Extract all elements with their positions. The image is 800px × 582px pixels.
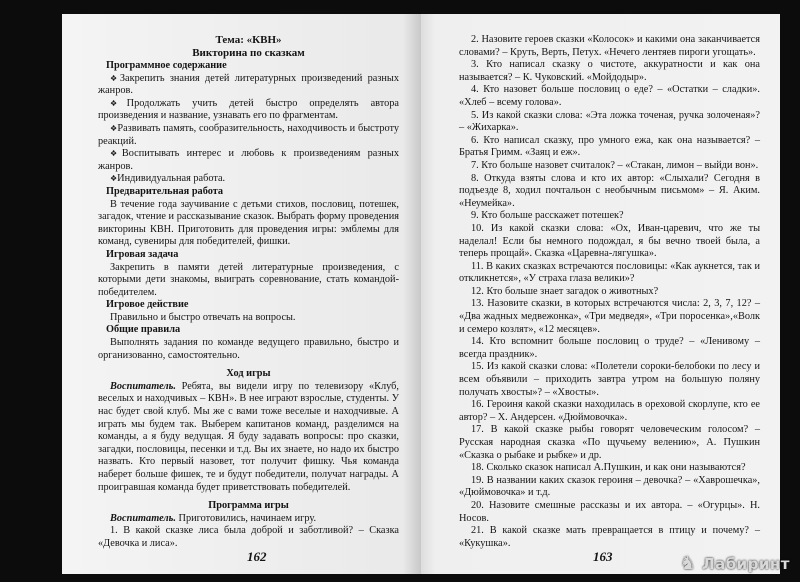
speaker-label: Воспитатель. — [110, 380, 176, 392]
watermark-logo: ♞ Лабиринт — [679, 553, 790, 574]
right-page — [421, 14, 780, 574]
bullet-item: ❖ Закрепить знания детей литературных произведений разных жанров. — [98, 73, 399, 98]
section-heading: Предварительная работа — [106, 185, 224, 197]
game-paragraph — [98, 381, 399, 494]
program-sections — [98, 60, 399, 362]
question-item: 16. Героиня какой сказки находилась в ореховой скорлупе, кто ее автор? – Х. Андерсен. «Дюймовочка». — [459, 399, 760, 423]
question-item: 13. Назовите сказки, в которых встречаются числа: 2, 3, 7, 12? – «Два жадных медвежонка», «Три медведя», «Три поросенка»,«Волк и семеро козлят», «12 месяцев». — [459, 298, 760, 335]
question-item: 4. Кто назовет больше пословиц о еде? – «Остатки – сладки». «Хлеб – всему голова». — [459, 84, 760, 108]
speaker-label: Воспитатель. — [110, 512, 176, 524]
section-heading: Общие правила — [106, 324, 181, 336]
question-item: 14. Кто вспомнит больше пословиц о труде? – «Ленивому – всегда праздник». — [459, 336, 760, 360]
question-item: 5. Из какой сказки слова: «Эта ложка точеная, ручка золоченая»? – «Жихарка». — [459, 109, 760, 134]
bullet-item: ❖ Развивать память, сообразительность, находчивость и быстроту реакций. — [98, 123, 399, 148]
book-spread — [62, 14, 780, 574]
question-item: 6. Кто написал сказку, про умного ежа, как она называется? – Братья Гримм. «Заяц и еж». — [459, 134, 760, 159]
question-item: 19. В названии каких сказок героиня – девочка? – «Хаврошечка», «Дюймовочка» и т.д. — [459, 474, 760, 499]
program-heading: Программа игры — [208, 500, 289, 512]
question-list — [459, 34, 760, 550]
page-number-right: 163 — [593, 549, 613, 565]
question-item: 2. Назовите героев сказки «Колосок» и какими она заканчивается словами? – Круть, Верть, Петух. «Нечего лентяев пироги угощать». — [459, 34, 760, 58]
question-item: 9. Кто больше расскажет потешек? — [471, 210, 624, 222]
section-text: Выполнять задания по команде ведущего правильно, быстро и организованно, самостоятельно. — [98, 337, 399, 361]
question-item: 17. В какой сказке рыбы говорят человеческим голосом? – Русская народная сказка «По щучьему велению», А. Пушкин «Сказка о рыбаке и рыбке» и др. — [459, 424, 760, 461]
left-page — [62, 14, 421, 574]
section-heading: Игровое действие — [106, 299, 189, 311]
question-item: 10. Из какой сказки слова: «Ох, Иван-царевич, что же ты наделал! Если бы немного подождал, я бы вечно твоей была, а теперь прощай». Сказка «Царевна-лягушка». — [459, 222, 760, 260]
bullet-item: ❖ Продолжать учить детей быстро определять автора произведения и название, узнавать его по фрагментам. — [98, 98, 399, 123]
question-item: 7. Кто больше назовет считалок? – «Стакан, лимон – выйди вон». — [471, 159, 759, 171]
game-heading: Ход игры — [226, 368, 271, 380]
bullet-item: ❖ Воспитывать интерес и любовь к произведениям разных жанров. — [98, 148, 399, 173]
question-item: 18. Сколько сказок написал А.Пушкин, и как они называются? — [471, 462, 746, 474]
page-title: Тема: «КВН» — [215, 34, 282, 46]
question-item: 20. Назовите смешные рассказы и их автора. – «Огурцы». Н. Носов. — [459, 499, 760, 524]
section-heading: Программное содержание — [106, 60, 227, 71]
question-item: 11. В каких сказках встречаются пословицы: «Как аукнется, так и откликнется», «У страха глаза велики»? — [459, 260, 760, 285]
question-item: 21. В какой сказке мать превращается в птицу и почему? – «Кукушка». — [459, 525, 760, 549]
game-text: Ребята, вы видели игру по телевизору «Клуб, веселых и находчивых – КВН». В нее играют взрослые, студенты. У нас будет свой клуб. Мы же с вами тоже веселые и находчивые. А играть мы будем так. Выберем капитанов команд, разделимся на команды, а я буду ведущая. Я буду задавать вопросы: про сказки, загадки, пословицы, песенки и т.д. Вы их знаете, но надо их быстро назвать. Кто первый назовет, тот получит фишку. Чья команда наберет больше фишек, те и будут победители, получат награды. А проигравшая команда будет приветствовать победителей. — [98, 380, 399, 493]
program-paragraph — [98, 513, 399, 526]
question-item: 15. Из какой сказки слова: «Полетели сороки-белобоки по лесу и всем объявили – приходить завтра утром на большую поляну получать хвосты»? – «Хвосты». — [459, 361, 760, 398]
labyrinth-logo-icon: ♞ — [679, 553, 697, 574]
section-text: В течение года заучивание с детьми стихов, пословиц, потешек, загадок, чтение и рассказывание сказок. Выбрать форму проведения викторины КВН. Приготовить для проведения игры: эмблемы для команд, сувениры для победителей, фишки. — [98, 198, 399, 248]
bullet-item: ❖ Индивидуальная работа. — [98, 173, 399, 186]
page-subtitle: Викторина по сказкам — [192, 47, 305, 59]
question-item: 8. Откуда взяты слова и кто их автор: «Слыхали? Сегодня в подъезде 8, ходил почтальон с необычным письмом» – Я. Аким. «Неумейка». — [459, 172, 760, 209]
question-1: 1. В какой сказке лиса была доброй и заботливой? – Сказка «Девочка и лиса». — [98, 525, 399, 549]
question-item: 3. Кто написал сказку о чистоте, аккуратности и как она называется? – К. Чуковский. «Мойдодыр». — [459, 59, 760, 83]
section-text: Закрепить в памяти детей литературные произведения, с которыми дети знакомы, выиграть соревнование, стать командой-победителем. — [98, 261, 399, 298]
question-item: 12. Кто больше знает загадок о животных? — [471, 285, 659, 297]
section-heading: Игровая задача — [106, 248, 179, 260]
page-number-left: 162 — [247, 549, 267, 565]
program-text: Приготовились, начинаем игру. — [175, 512, 317, 524]
section-text: Правильно и быстро отвечать на вопросы. — [110, 311, 296, 323]
